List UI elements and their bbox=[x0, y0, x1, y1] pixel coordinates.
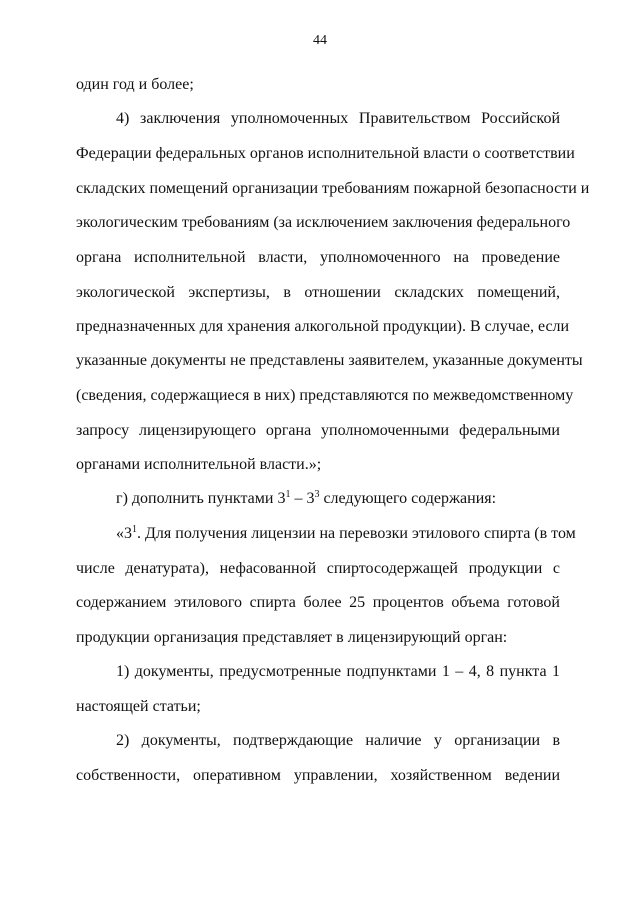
text-line: экологической экспертизы, в отношении складских помещений, bbox=[76, 284, 560, 301]
text-segment: – 3 bbox=[290, 490, 315, 507]
text-line: экологическим требованиям (за исключением заключения федерального bbox=[76, 214, 571, 231]
superscript: 3 bbox=[314, 489, 320, 500]
text-line: запросу лицензирующего органа уполномоченными федеральными bbox=[76, 422, 560, 439]
text-line: содержанием этилового спирта более 25 процентов объема готовой bbox=[76, 594, 560, 611]
text-line: продукции организация представляет в лицензирующий орган: bbox=[76, 629, 508, 646]
text-segment: г) дополнить пунктами 3 bbox=[116, 490, 286, 507]
page-number: 44 bbox=[313, 33, 327, 48]
text-line: один год и более; bbox=[76, 76, 194, 93]
text-segment: следующего содержания: bbox=[319, 490, 497, 507]
text-line: предназначенных для хранения алкогольной продукции). В случае, если bbox=[76, 318, 570, 335]
text-line: органа исполнительной власти, уполномоченного на проведение bbox=[76, 249, 560, 266]
superscript: 1 bbox=[132, 524, 137, 535]
text-line: числе денатурата), нефасованной спиртосодержащей продукции с bbox=[76, 560, 560, 577]
text-line bbox=[116, 489, 560, 509]
superscript: 1 bbox=[285, 489, 291, 500]
text-segment: «3 bbox=[116, 525, 132, 542]
text-line: 4) заключения уполномоченных Правительством Российской bbox=[116, 110, 560, 127]
text-line: настоящей статьи; bbox=[76, 698, 201, 715]
text-line: 1) документы, предусмотренные подпунктами 1 – 4, 8 пункта 1 bbox=[116, 663, 560, 680]
text-line: (сведения, содержащиеся в них) представляются по межведомственному bbox=[76, 387, 574, 404]
text-line: складских помещений организации требованиям пожарной безопасности и bbox=[76, 180, 590, 197]
text-line: органами исполнительной власти.»; bbox=[76, 456, 322, 473]
text-line: Федерации федеральных органов исполнительной власти о соответствии bbox=[76, 145, 575, 162]
text-line: указанные документы не представлены заявителем, указанные документы bbox=[76, 352, 583, 369]
text-line: собственности, оперативном управлении, хозяйственном ведении bbox=[76, 767, 560, 784]
text-line bbox=[116, 524, 576, 544]
text-line: 2) документы, подтверждающие наличие у организации в bbox=[116, 732, 560, 749]
text-segment: . Для получения лицензии на перевозки этилового спирта (в том bbox=[137, 525, 576, 542]
